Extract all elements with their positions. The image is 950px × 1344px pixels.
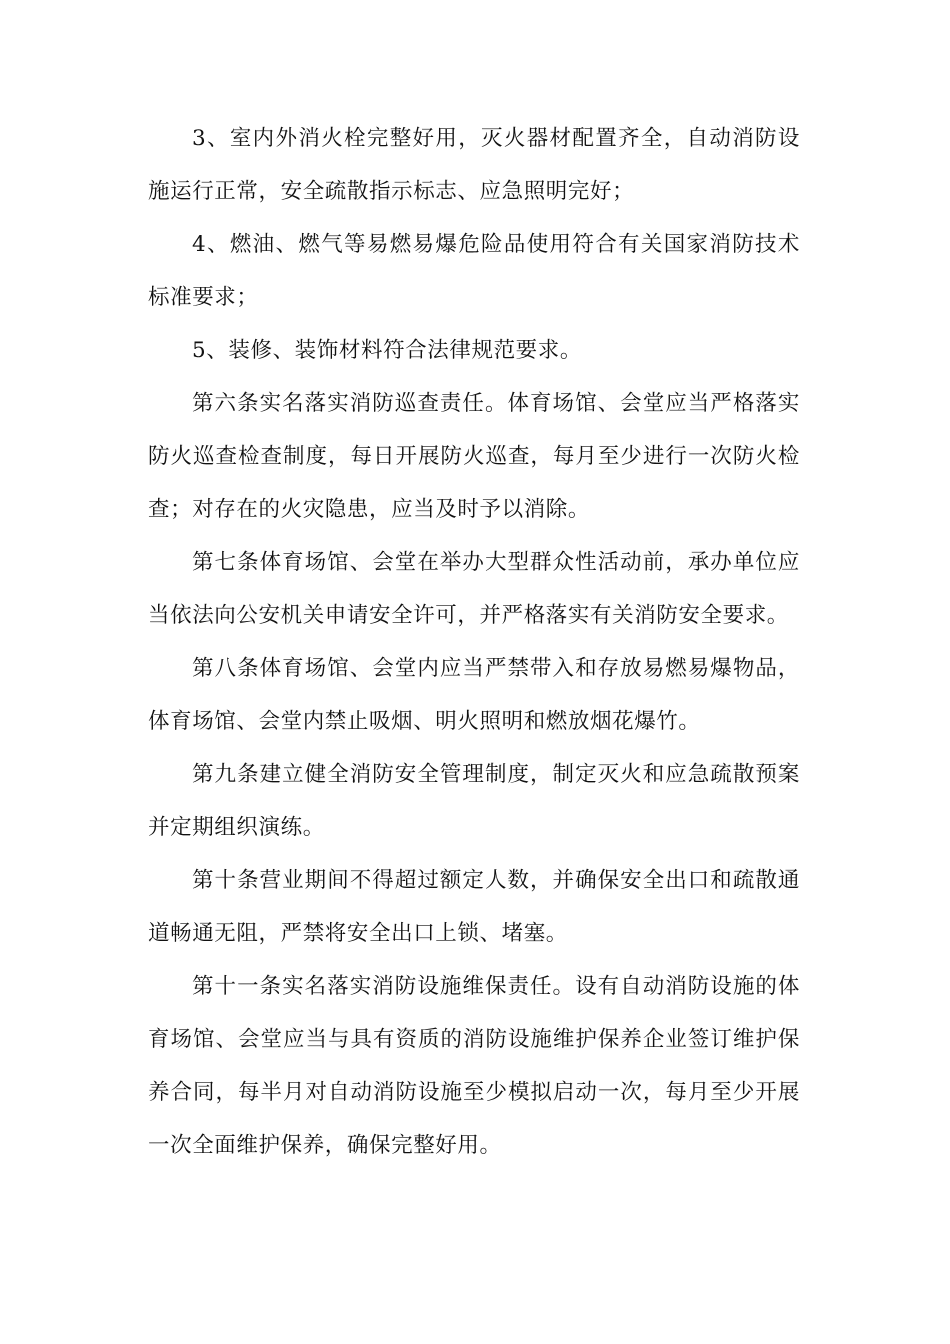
article-8-paragraph: 第八条体育场馆、会堂内应当严禁带入和存放易燃易爆物品，体育场馆、会堂内禁止吸烟、明火照明和燃放烟花爆竹。 xyxy=(148,656,800,734)
article-10-paragraph: 第十条营业期间不得超过额定人数，并确保安全出口和疏散通道畅通无阻，严禁将安全出口上锁、堵塞。 xyxy=(148,868,800,946)
paragraph-item-4: 4、燃油、燃气等易燃易爆危险品使用符合有关国家消防技术标准要求； xyxy=(148,232,800,310)
paragraph-item-5: 5、装修、装饰材料符合法律规范要求。 xyxy=(192,338,582,363)
article-7-paragraph: 第七条体育场馆、会堂在举办大型群众性活动前，承办单位应当依法向公安机关申请安全许可，并严格落实有关消防安全要求。 xyxy=(148,550,800,628)
paragraph-item-3: 3、室内外消火栓完整好用，灭火器材配置齐全，自动消防设施运行正常，安全疏散指示标志、应急照明完好； xyxy=(148,126,800,204)
article-11-paragraph: 第十一条实名落实消防设施维保责任。设有自动消防设施的体育场馆、会堂应当与具有资质的消防设施维护保养企业签订维护保养合同，每半月对自动消防设施至少模拟启动一次，每月至少开展一次全面维护保养，确保完整好用。 xyxy=(148,974,800,1158)
article-9-paragraph: 第九条建立健全消防安全管理制度，制定灭火和应急疏散预案并定期组织演练。 xyxy=(148,762,800,840)
article-6-paragraph: 第六条实名落实消防巡查责任。体育场馆、会堂应当严格落实防火巡查检查制度，每日开展防火巡查，每月至少进行一次防火检查；对存在的火灾隐患，应当及时予以消除。 xyxy=(148,391,800,522)
document-body xyxy=(148,112,800,1172)
